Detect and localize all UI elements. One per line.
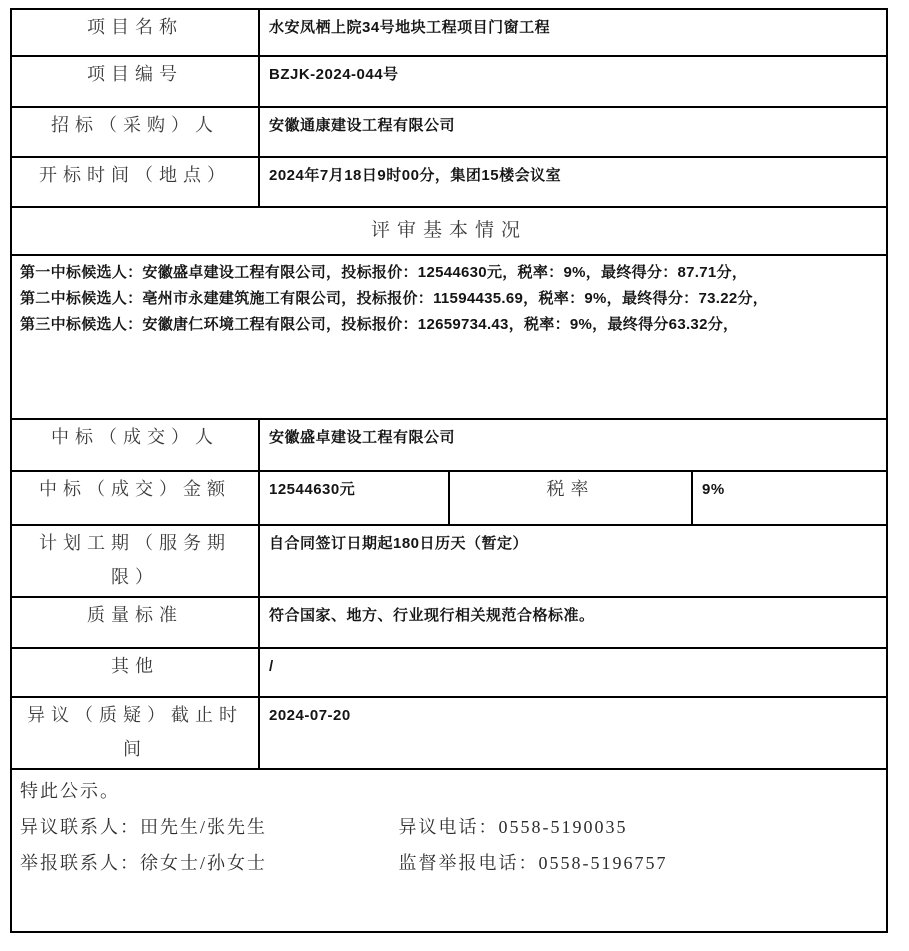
winner-label: 中标（成交）人 bbox=[51, 427, 219, 447]
row-footer bbox=[12, 770, 886, 931]
duration-label: 计划工期（服务期限） bbox=[39, 533, 231, 587]
tenderee-label-cell bbox=[12, 108, 260, 156]
other-label: 其他 bbox=[111, 656, 159, 676]
report-contact-line bbox=[20, 845, 876, 881]
candidate-line-1: 第一中标候选人：安徽盛卓建设工程有限公司，投标报价：12544630元，税率：9%，最终得分：87.71分， bbox=[20, 264, 748, 281]
row-duration bbox=[12, 526, 886, 598]
project-name-value: 水安凤栖上院34号地块工程项目门窗工程 bbox=[269, 19, 551, 36]
bid-opening-label-cell bbox=[12, 158, 260, 206]
bid-opening-value-cell bbox=[260, 158, 886, 206]
tax-rate-label: 税率 bbox=[546, 479, 595, 499]
announcement-table bbox=[10, 8, 888, 933]
review-header-title: 评审基本情况 bbox=[370, 220, 527, 241]
deadline-label: 异议（质疑）截止时间 bbox=[27, 705, 243, 759]
tenderee-value: 安徽通康建设工程有限公司 bbox=[269, 117, 456, 134]
row-objection-deadline bbox=[12, 698, 886, 770]
winner-value: 安徽盛卓建设工程有限公司 bbox=[269, 429, 456, 446]
candidate-line-2: 第二中标候选人：亳州市永建建筑施工有限公司，投标报价：11594435.69，税率：9%，最终得分：73.22分， bbox=[20, 290, 769, 307]
project-number-value: BZJK-2024-044号 bbox=[269, 66, 399, 83]
duration-value-cell bbox=[260, 526, 886, 596]
winner-value-cell bbox=[260, 420, 886, 470]
objection-contact: 异议联系人：田先生/张先生 bbox=[20, 817, 267, 837]
deadline-label-cell bbox=[12, 698, 260, 768]
project-number-label: 项目编号 bbox=[87, 64, 183, 84]
tenderee-label: 招标（采购）人 bbox=[51, 115, 219, 135]
tax-rate-value: 9% bbox=[702, 481, 725, 498]
amount-label-cell bbox=[12, 472, 260, 524]
project-name-label: 项目名称 bbox=[87, 17, 183, 37]
report-contact: 举报联系人：徐女士/孙女士 bbox=[20, 853, 267, 873]
deadline-value-cell bbox=[260, 698, 886, 768]
project-number-label-cell bbox=[12, 57, 260, 106]
duration-label-cell bbox=[12, 526, 260, 596]
quality-label-cell bbox=[12, 598, 260, 647]
quality-value: 符合国家、地方、行业现行相关规范合格标准。 bbox=[269, 607, 595, 624]
other-label-cell bbox=[12, 649, 260, 696]
report-phone: 监督举报电话：0558-5196757 bbox=[398, 853, 668, 873]
row-project-name bbox=[12, 10, 886, 57]
row-bid-opening bbox=[12, 158, 886, 208]
amount-label: 中标（成交）金额 bbox=[39, 479, 231, 499]
quality-label: 质量标准 bbox=[87, 605, 183, 625]
project-number-value-cell bbox=[260, 57, 886, 106]
row-review-header bbox=[12, 208, 886, 256]
amount-value: 12544630元 bbox=[269, 481, 356, 498]
candidate-line-3: 第三中标候选人：安徽唐仁环境工程有限公司，投标报价：12659734.43，税率：9%，最终得分63.32分， bbox=[20, 316, 739, 333]
row-amount bbox=[12, 472, 886, 526]
duration-value: 自合同签订日期起180日历天（暂定） bbox=[269, 535, 529, 552]
amount-value-cell bbox=[260, 472, 450, 524]
winner-label-cell bbox=[12, 420, 260, 470]
notice-text: 特此公示。 bbox=[20, 781, 120, 801]
row-candidates bbox=[12, 256, 886, 420]
other-value: / bbox=[269, 658, 274, 675]
bid-opening-value: 2024年7月18日9时00分，集团15楼会议室 bbox=[269, 167, 562, 184]
quality-value-cell bbox=[260, 598, 886, 647]
deadline-value: 2024-07-20 bbox=[269, 707, 351, 724]
tax-rate-value-cell bbox=[693, 472, 886, 524]
row-quality bbox=[12, 598, 886, 649]
row-tenderee bbox=[12, 108, 886, 158]
objection-phone: 异议电话：0558-5190035 bbox=[398, 817, 628, 837]
tax-rate-label-cell bbox=[450, 472, 693, 524]
row-project-number bbox=[12, 57, 886, 108]
project-name-label-cell bbox=[12, 10, 260, 55]
row-other bbox=[12, 649, 886, 698]
project-name-value-cell bbox=[260, 10, 886, 55]
other-value-cell bbox=[260, 649, 886, 696]
tenderee-value-cell bbox=[260, 108, 886, 156]
row-winner bbox=[12, 420, 886, 472]
objection-contact-line bbox=[20, 809, 876, 845]
bid-opening-label: 开标时间（地点） bbox=[39, 165, 231, 185]
